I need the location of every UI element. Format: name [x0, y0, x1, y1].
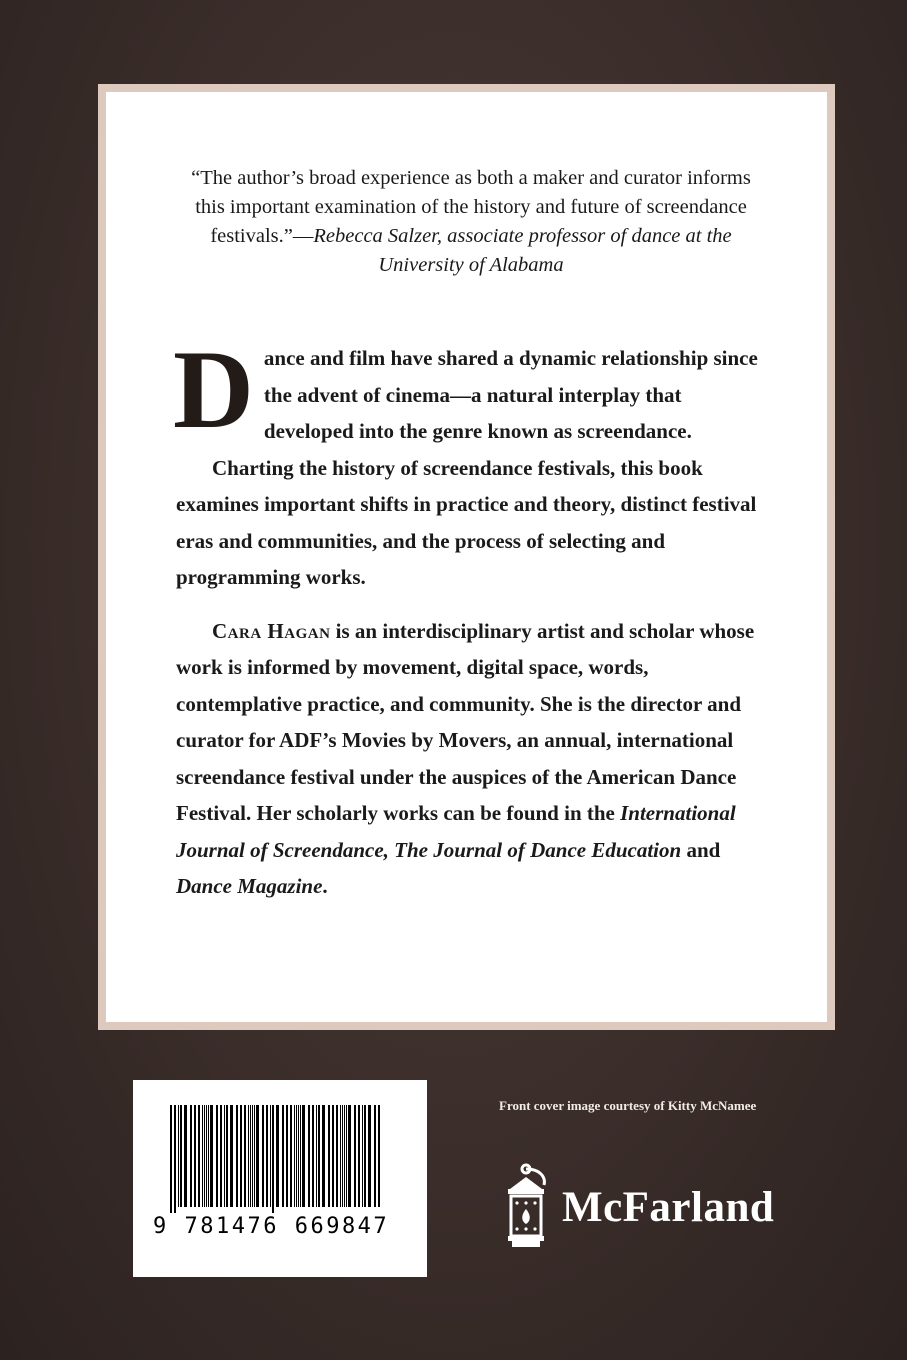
quote-attribution: Rebecca Salzer, associate professor of dance at the University of Alabama: [313, 225, 732, 276]
quote-text: “The author’s broad experience as both a maker and curator informs this important examination of the history and future of screendance festivals.”—: [191, 167, 751, 247]
bio-magazine: Dance Magazine: [176, 874, 323, 898]
description-p1-text: ance and film have shared a dynamic relationship since the advent of cinema—a natural interplay that developed into the genre known as screendance.: [263, 346, 758, 443]
publisher-logo: [500, 1162, 774, 1252]
author-name: Cara Hagan: [212, 618, 331, 643]
isbn-number: 9 781476 669847: [153, 1214, 390, 1239]
drop-cap: D: [173, 328, 254, 452]
lantern-icon: [500, 1163, 552, 1251]
text-panel-inner: [106, 92, 827, 1022]
bio-text-3: .: [322, 874, 328, 898]
publisher-name: McFarland: [562, 1183, 775, 1231]
blurb-quote: [176, 164, 766, 280]
barcode-bars: [170, 1105, 390, 1213]
bio-text-2: and: [681, 837, 721, 862]
bio-text-1: is an interdisciplinary artist and scholar whose work is informed by movement, digital space, words, contemplative practice, and community. She is the director and curator for ADF’s Movies by Movers, an annual, international screendance festival under the auspices of the American Dance Festival. Her scholarly works can be found in the: [176, 618, 755, 825]
description-paragraph-1: [173, 328, 776, 452]
description-paragraph-2: Charting the history of screendance festivals, this book examines important shifts in practice and theory, distinct festival eras and communities, and the process of selecting and programming works.: [176, 455, 757, 589]
cover-image-credit: Front cover image courtesy of Kitty McNamee: [499, 1098, 757, 1113]
bio-journals: International Journal of Screendance, The Journal of Dance Education: [176, 801, 736, 862]
description: [173, 328, 776, 905]
isbn-barcode: [133, 1080, 427, 1277]
author-bio: [176, 613, 776, 905]
text-panel: [98, 84, 835, 1030]
